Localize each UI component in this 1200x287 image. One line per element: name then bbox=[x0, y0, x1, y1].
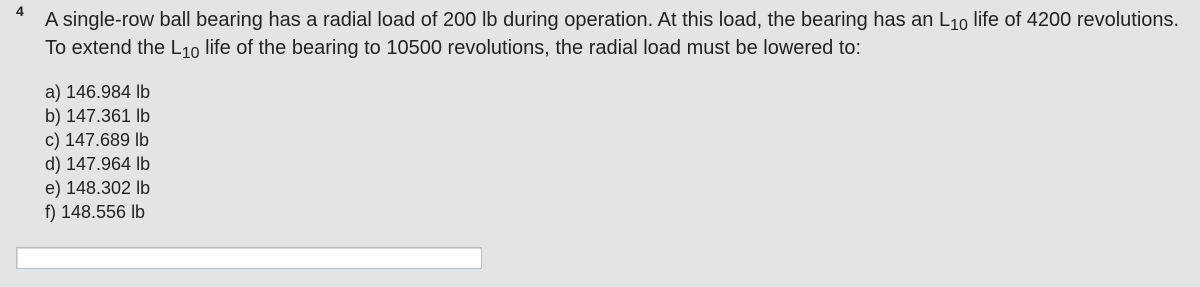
answer-choices bbox=[45, 80, 150, 224]
choice-d: d) 147.964 lb bbox=[45, 154, 151, 174]
l10-letter: L bbox=[170, 37, 182, 59]
choice-e: e) 148.302 lb bbox=[45, 178, 151, 198]
l10-subscript: 10 bbox=[950, 17, 968, 34]
l10-letter: L bbox=[938, 9, 951, 31]
choice-a: a) 146.984 lb bbox=[45, 82, 151, 102]
choice-c: c) 147.689 lb bbox=[45, 130, 150, 150]
l10-subscript: 10 bbox=[181, 45, 200, 62]
choice-b: b) 147.361 lb bbox=[45, 106, 151, 126]
question-stem bbox=[45, 6, 1193, 62]
l10-symbol bbox=[170, 37, 200, 62]
choice-f: f) 148.556 lb bbox=[45, 202, 146, 222]
l10-symbol bbox=[938, 9, 968, 34]
answer-input[interactable] bbox=[16, 247, 482, 269]
question-number: 4 bbox=[16, 3, 24, 19]
stem-text-3: life of the bearing to 10500 revolutions, the radial load must be lowered to: bbox=[199, 37, 862, 59]
stem-text-1: A single-row ball bearing has a radial load of 200 lb during operation. At this load, the bearing has an bbox=[45, 9, 939, 31]
stem-text-2: life of 4200 revolutions. To extend the bbox=[45, 9, 1180, 59]
